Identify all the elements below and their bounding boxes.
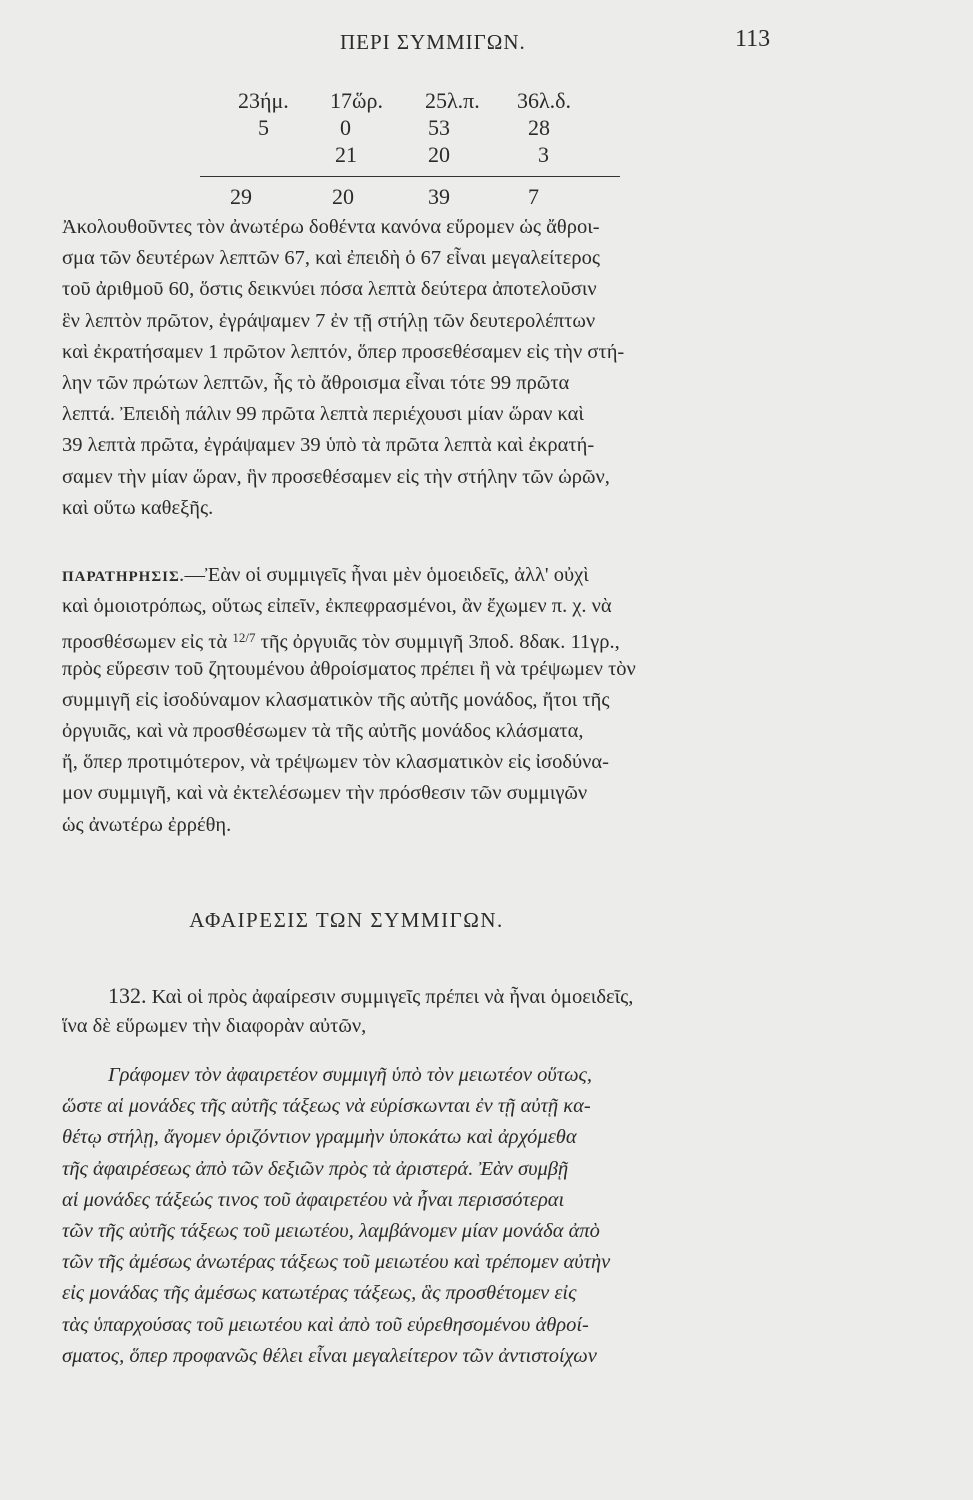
table-row bbox=[190, 115, 620, 142]
fraction: 12/7 bbox=[232, 630, 256, 646]
text-line: ὡς ἀνωτέρω ἐρρέθη. bbox=[62, 813, 232, 836]
text-line: καὶ ἐκρατήσαμεν 1 πρῶτον λεπτόν, ὅπερ προσεθέσαμεν εἰς τὴν στή- bbox=[62, 340, 625, 363]
text-line: σαμεν τὴν μίαν ὥραν, ἣν προσεθέσαμεν εἰς τὴν στήλην τῶν ὡρῶν, bbox=[62, 465, 610, 488]
remark-text: —Ἐὰν οἱ συμμιγεῖς ἦναι μὲν ὁμοειδεῖς, ἀλλ' οὐχὶ bbox=[184, 564, 589, 586]
text-line: ὀργυιᾶς, καὶ νὰ προσθέσωμεν τὰ τῆς αὐτῆς μονάδος κλάσματα, bbox=[62, 719, 584, 742]
text-line: ὥστε αἱ μονάδες τῆς αὐτῆς τάξεως νὰ εὑρίσκωνται ἐν τῇ αὐτῇ κα- bbox=[62, 1095, 591, 1118]
text-line: σμα τῶν δευτέρων λεπτῶν 67, καὶ ἐπειδὴ ὁ 67 εἶναι μεγαλείτερος bbox=[62, 247, 600, 270]
running-head bbox=[0, 26, 973, 60]
table-cell: 28 bbox=[528, 115, 550, 140]
text-line: καὶ οὕτω καθεξῆς. bbox=[62, 496, 214, 519]
text-line bbox=[62, 622, 792, 653]
text-line: ἤ, ὅπερ προτιμότερον, νὰ τρέψωμεν τὸν κλασματικὸν εἰς ἰσοδύνα- bbox=[62, 751, 609, 774]
text-line: τῶν τῆς αὐτῆς τάξεως τοῦ μειωτέου, λαμβάνομεν μίαν μονάδα ἀπὸ bbox=[62, 1219, 600, 1242]
table-cell: 25λ.π. bbox=[425, 88, 480, 113]
table-cell: 7 bbox=[528, 184, 539, 209]
rule-italic-paragraph bbox=[62, 1060, 792, 1372]
text-line: τῆς ἀφαιρέσεως ἀπὸ τῶν δεξιῶν πρὸς τὰ ἀριστερά. Ἐὰν συμβῇ bbox=[62, 1157, 569, 1180]
remark-label: ΠΑΡΑΤΗΡΗΣΙΣ. bbox=[62, 569, 185, 585]
text-segment: προσθέσωμεν εἰς τὰ bbox=[62, 631, 228, 654]
text-line: σματος, ὅπερ προφανῶς θέλει εἶναι μεγαλείτερον τῶν ἀντιστοίχων bbox=[62, 1344, 597, 1367]
text-line: καὶ ὁμοιοτρόπως, οὕτως εἰπεῖν, ἐκπεφρασμένοι, ἂν ἔχωμεν π. χ. νὰ bbox=[62, 595, 612, 618]
section-heading-text: ΑΦΑΙΡΕΣΙΣ ΤΩΝ ΣΥΜΜΙΓΩΝ. bbox=[189, 908, 504, 932]
table-cell: 29 bbox=[230, 184, 252, 209]
text-line: θέτῳ στήλῃ, ἄγομεν ὁριζόντιον γραμμὴν ὑποκάτω καὶ ἀρχόμεθα bbox=[62, 1126, 577, 1149]
page-number: 113 bbox=[735, 26, 771, 52]
text-line: αἱ μονάδες τάξεώς τινος τοῦ ἀφαιρετέου νὰ ἦναι περισσότεραι bbox=[62, 1188, 565, 1211]
section-heading bbox=[0, 908, 973, 933]
table-row bbox=[190, 142, 620, 169]
text-line: πρὸς εὕρεσιν τοῦ ζητουμένου ἀθροίσματος πρέπει ἢ νὰ τρέψωμεν τὸν bbox=[62, 657, 636, 680]
table-cell: 36λ.δ. bbox=[517, 88, 572, 113]
table-cell: 23ήμ. bbox=[238, 88, 289, 113]
text-line: τὰς ὑπαρχούσας τοῦ μειωτέου καὶ ἀπὸ τοῦ εὑρεθησομένου ἀθροί- bbox=[62, 1313, 589, 1336]
text-line: Γράφομεν τὸν ἀφαιρετέον συμμιγῆ ὑπὸ τὸν μειωτέον οὕτως, bbox=[108, 1064, 592, 1086]
table-cell: 20 bbox=[428, 142, 450, 167]
text-line: τῶν τῆς ἀμέσως ἀνωτέρας τάξεως τοῦ μειωτέου καὶ τρέπομεν αὐτὴν bbox=[62, 1251, 611, 1274]
text-line: τοῦ ἀριθμοῦ 60, ὅστις δεικνύει πόσα λεπτὰ δεύτερα ἀποτελοῦσιν bbox=[62, 278, 597, 301]
table-cell: 0 bbox=[340, 115, 351, 140]
text-segment: Καὶ οἱ πρὸς ἀφαίρεσιν συμμιγεῖς πρέπει νὰ ἦναι ὁμοειδεῖς, bbox=[151, 986, 634, 1008]
text-segment: τῆς ὀργυιᾶς τὸν συμμιγῆ 3ποδ. 8δακ. 11γρ., bbox=[260, 631, 620, 654]
text-line: λην τῶν πρώτων λεπτῶν, ἧς τὸ ἄθροισμα εἶναι τότε 99 πρῶτα bbox=[62, 371, 570, 394]
paragraph-132 bbox=[62, 980, 792, 1042]
text-line: λεπτά. Ἐπειδὴ πάλιν 99 πρῶτα λεπτὰ περιέχουσι μίαν ὥραν καὶ bbox=[62, 403, 584, 426]
text-line: ἵνα δὲ εὕρωμεν τὴν διαφορὰν αὐτῶν, bbox=[62, 1015, 367, 1038]
table-cell: 21 bbox=[335, 142, 357, 167]
text-line bbox=[62, 560, 792, 591]
table-cell: 20 bbox=[332, 184, 354, 209]
table-cell: 39 bbox=[428, 184, 450, 209]
text-line: μον συμμιγῆ, καὶ νὰ ἐκτελέσωμεν τὴν πρόσθεσιν τῶν συμμιγῶν bbox=[62, 782, 588, 805]
table-total-row bbox=[190, 184, 620, 211]
text-line bbox=[62, 980, 792, 1011]
explanation-paragraph bbox=[62, 212, 792, 524]
text-line: εἰς μονάδας τῆς ἀμέσως κατωτέρας τάξεως, ἃς προσθέτομεν εἰς bbox=[62, 1282, 577, 1305]
text-line: ἓν λεπτὸν πρῶτον, ἐγράψαμεν 7 ἐν τῇ στήλῃ τῶν δευτερολέπτων bbox=[62, 309, 596, 332]
remark-paragraph bbox=[62, 560, 792, 841]
table-cell: 3 bbox=[538, 142, 549, 167]
table-cell: 5 bbox=[258, 115, 269, 140]
text-line: συμμιγῆ εἰς ἰσοδύναμον κλασματικὸν τῆς αὐτῆς μονάδος, ἤτοι τῆς bbox=[62, 688, 610, 711]
sum-rule-line bbox=[200, 176, 620, 177]
text-line: Ἀκολουθοῦντες τὸν ἀνωτέρω δοθέντα κανόνα εὕρομεν ὡς ἄθροι- bbox=[62, 216, 600, 238]
table-cell: 17ὥρ. bbox=[330, 88, 383, 113]
table-cell: 53 bbox=[428, 115, 450, 140]
running-head-title: ΠΕΡΙ ΣΥΜΜΙΓΩΝ. bbox=[340, 30, 526, 54]
addition-example-table bbox=[190, 88, 620, 209]
paragraph-number: 132. bbox=[108, 983, 147, 1008]
text-line: 39 λεπτὰ πρῶτα, ἐγράψαμεν 39 ὑπὸ τὰ πρῶτα λεπτὰ καὶ ἐκρατή- bbox=[62, 434, 595, 457]
table-row bbox=[190, 88, 620, 115]
